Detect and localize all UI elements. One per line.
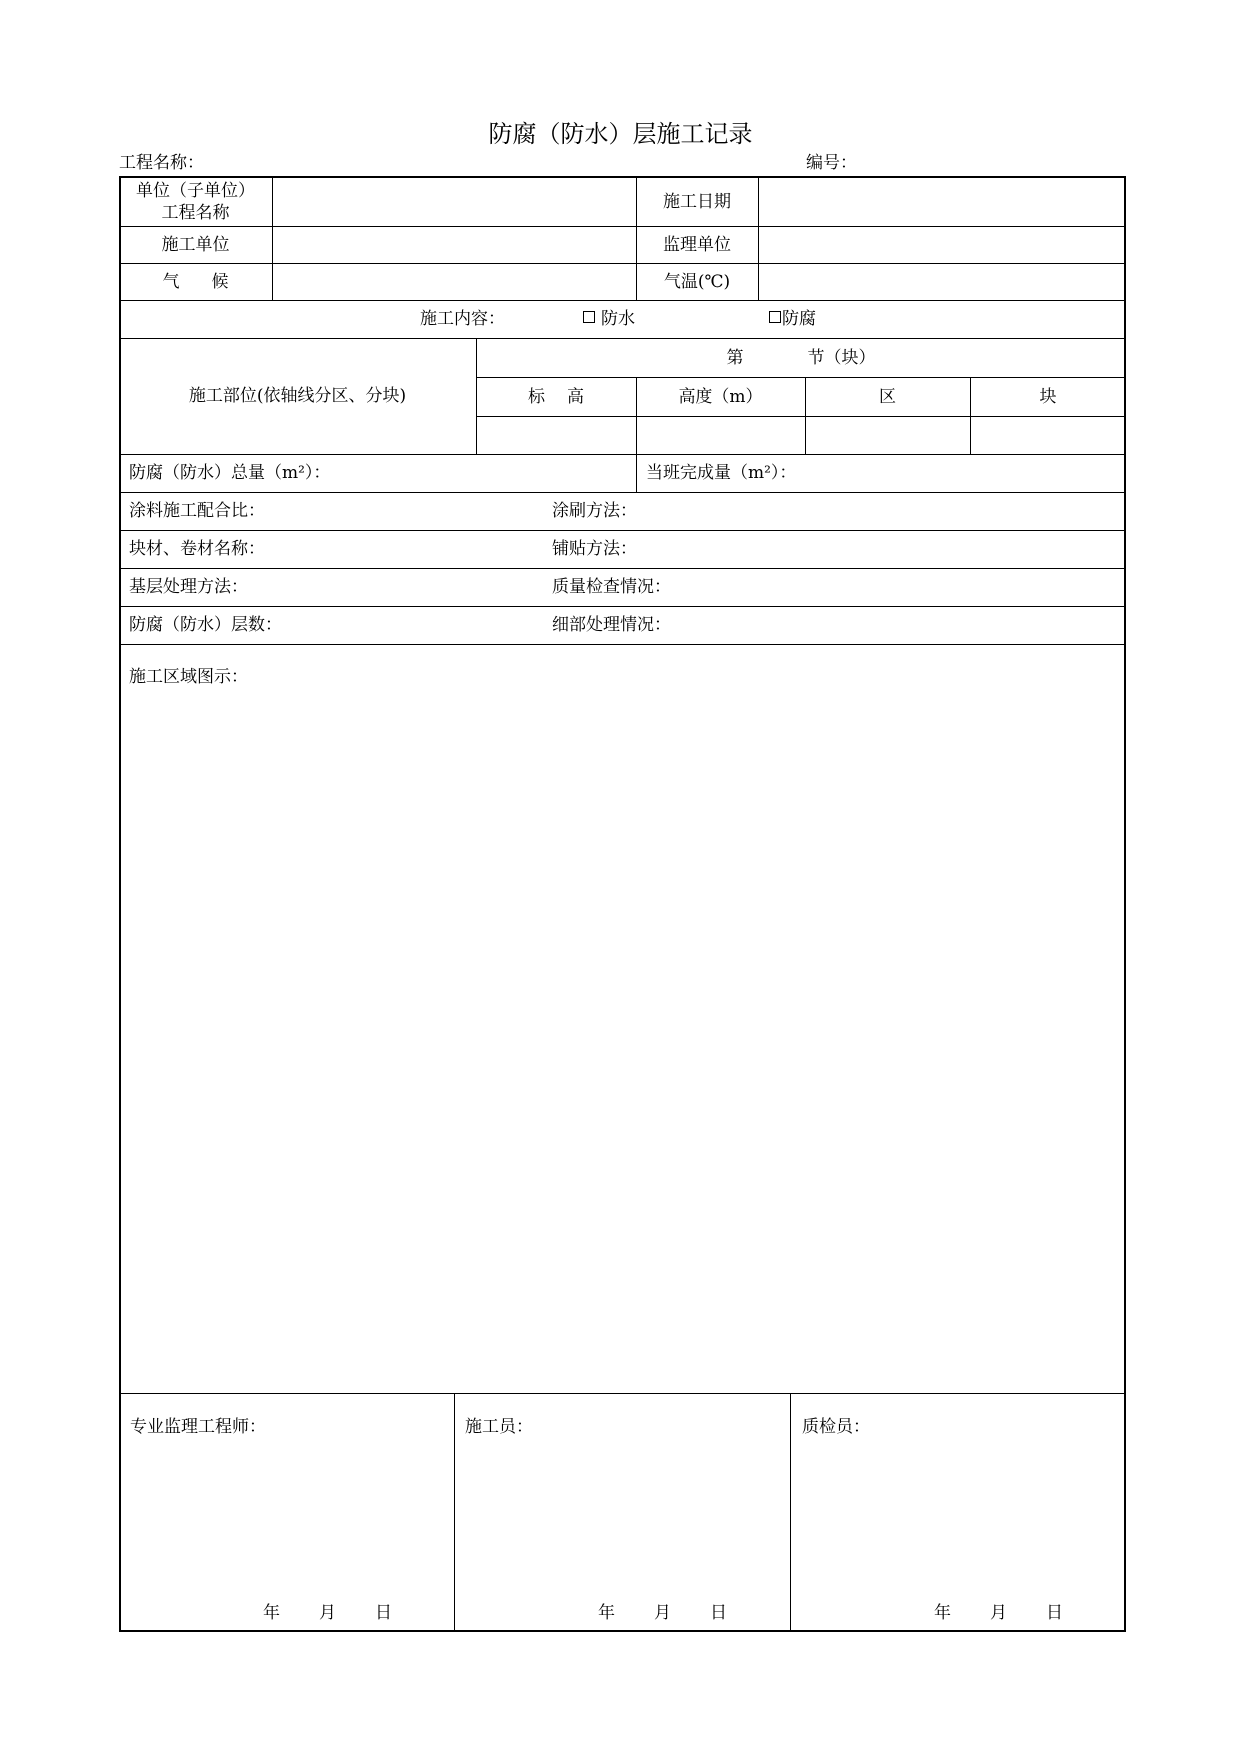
- construction-date-label: 施工日期: [663, 192, 731, 212]
- sign-day: 日: [710, 1603, 727, 1623]
- col-divider: [758, 176, 759, 300]
- temperature-value[interactable]: [760, 263, 1124, 300]
- total-area-field[interactable]: 防腐（防水）总量（m²）：: [129, 463, 331, 483]
- area-diagram-label: 施工区域图示：: [129, 667, 248, 687]
- quality-check-field[interactable]: 质量检查情况：: [552, 577, 671, 597]
- sign-day: 日: [375, 1603, 392, 1623]
- temperature-label: 气温(℃): [663, 271, 731, 292]
- sign-year: 年: [598, 1603, 615, 1623]
- sign-year: 年: [263, 1603, 280, 1623]
- checkbox-icon[interactable]: [769, 311, 781, 323]
- shift-complete-field[interactable]: 当班完成量（m²）：: [646, 463, 797, 483]
- weather-label: [119, 263, 272, 300]
- base-treatment-field[interactable]: 基层处理方法：: [129, 577, 248, 597]
- weather-char2: 候: [211, 271, 229, 292]
- sign-year: 年: [934, 1603, 951, 1623]
- detail-treatment-field[interactable]: 细部处理情况：: [552, 615, 671, 635]
- unit-label-line1: 单位（子单位）: [136, 181, 255, 201]
- weather-char1: 气: [162, 271, 180, 292]
- number-label: 编号：: [806, 153, 857, 173]
- elevation-value[interactable]: [476, 416, 636, 454]
- zone-value[interactable]: [805, 416, 970, 454]
- paving-method-field[interactable]: 铺贴方法：: [552, 539, 637, 559]
- signature-label: 质检员：: [802, 1417, 870, 1437]
- option-anticorrosion-label: 防腐: [782, 309, 816, 329]
- block-value[interactable]: [970, 416, 1126, 454]
- sign-month: 月: [654, 1603, 671, 1623]
- layer-count-field[interactable]: 防腐（防水）层数：: [129, 615, 282, 635]
- elevation-header: [476, 377, 636, 416]
- project-name-label: 工程名称：: [119, 153, 204, 173]
- sign-month: 月: [319, 1603, 336, 1623]
- brush-method-field[interactable]: 涂刷方法：: [552, 501, 637, 521]
- signature-label: 施工员：: [465, 1417, 533, 1437]
- height-value[interactable]: [636, 416, 805, 454]
- page-title: 防腐（防水）层施工记录: [488, 120, 753, 148]
- checkbox-icon[interactable]: [583, 311, 595, 323]
- signature-constructor[interactable]: [454, 1393, 790, 1632]
- option-waterproof-label: 防水: [601, 309, 635, 329]
- sign-month: 月: [990, 1603, 1007, 1623]
- supervision-unit-label: 监理单位: [663, 234, 731, 255]
- construction-part-label: 施工部位(依轴线分区、分块): [188, 386, 407, 406]
- signature-supervisor[interactable]: [119, 1393, 454, 1632]
- supervision-unit-value[interactable]: [760, 226, 1124, 263]
- weather-value[interactable]: [274, 263, 636, 300]
- unit-label-line2: 工程名称: [161, 203, 230, 223]
- col-divider: [272, 176, 273, 300]
- option-waterproof[interactable]: [583, 300, 673, 338]
- coating-ratio-field[interactable]: 涂料施工配合比：: [129, 501, 265, 521]
- option-anticorrosion[interactable]: [769, 300, 859, 338]
- signature-label: 专业监理工程师：: [130, 1417, 266, 1437]
- construction-unit-value[interactable]: [274, 226, 636, 263]
- area-diagram-section[interactable]: [119, 644, 1126, 1393]
- zone-header: 区: [879, 386, 896, 407]
- height-header: 高度（m）: [678, 386, 763, 407]
- material-name-field[interactable]: 块材、卷材名称：: [129, 539, 265, 559]
- construction-date-value[interactable]: [760, 178, 1124, 226]
- signature-inspector[interactable]: [790, 1393, 1126, 1632]
- block-header: 块: [1039, 386, 1057, 407]
- content-label: 施工内容：: [420, 309, 505, 329]
- construction-unit-label: 施工单位: [161, 234, 230, 255]
- section-prefix: 第: [726, 347, 744, 368]
- elevation-char2: 高: [567, 386, 584, 407]
- section-suffix: 节（块）: [807, 347, 876, 368]
- section-block-header: [476, 338, 1126, 377]
- elevation-char1: 标: [528, 386, 545, 407]
- unit-project-value[interactable]: [274, 178, 636, 226]
- sign-day: 日: [1046, 1603, 1063, 1623]
- unit-project-label: [119, 178, 272, 226]
